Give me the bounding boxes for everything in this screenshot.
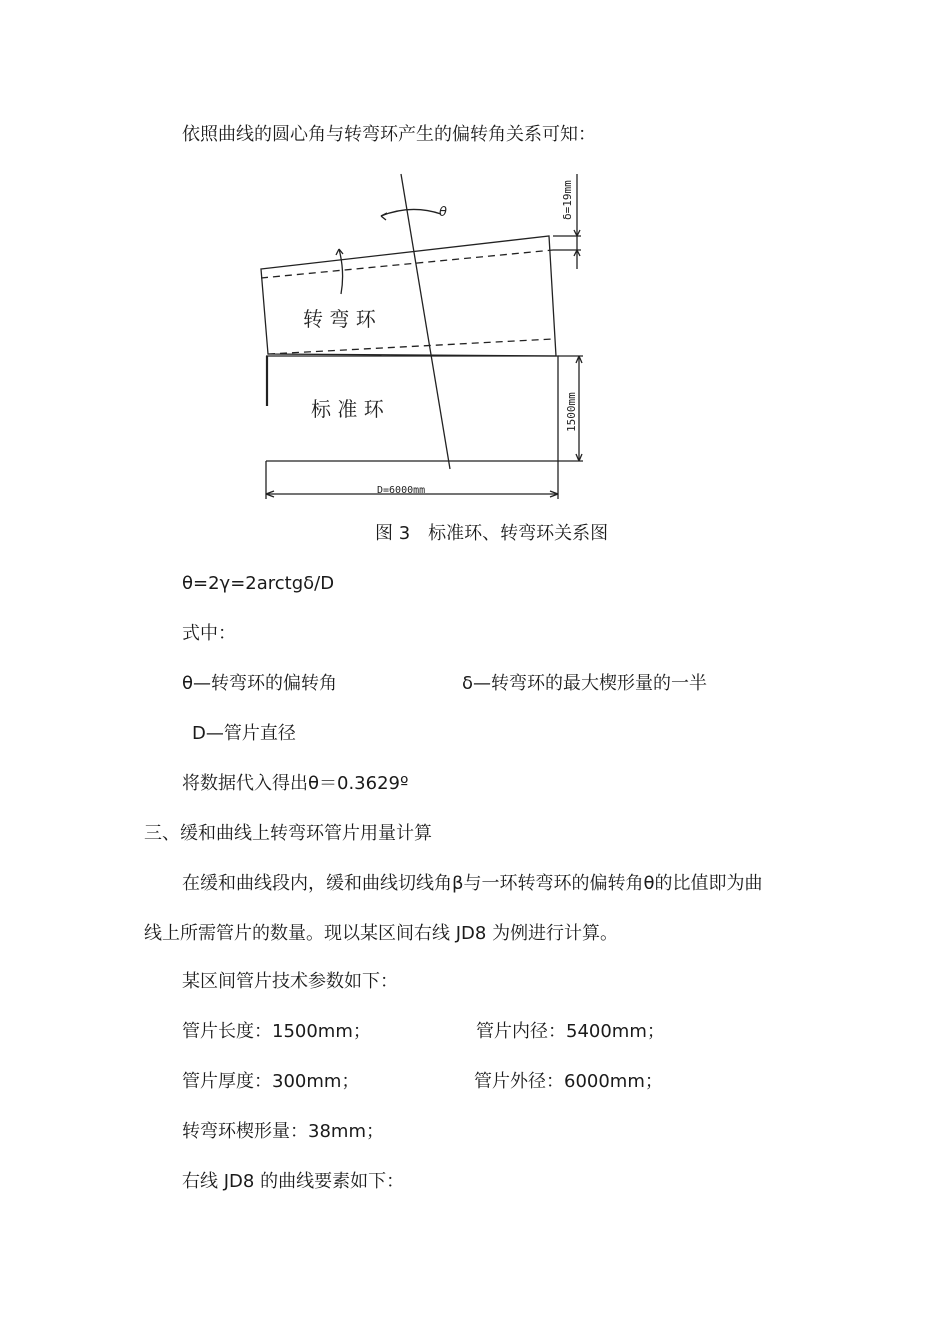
section-title: 三、缓和曲线上转弯环管片用量计算 (144, 823, 432, 844)
params-intro: 某区间管片技术参数如下： (182, 971, 398, 992)
gamma-arc (339, 249, 343, 294)
height-dimension-label: 1500mm (565, 392, 578, 432)
dashed-bottom (268, 339, 553, 354)
param-wedge: 转弯环楔形量：38mm； (182, 1121, 384, 1142)
def-theta: θ—转弯环的偏转角 (182, 673, 338, 694)
param-inner-diameter: 管片内径：5400mm； (476, 1021, 665, 1042)
standard-ring-label: 标 准 环 (311, 397, 384, 421)
delta-dimension-label: δ=19mm (561, 180, 574, 220)
where-label: 式中： (182, 623, 236, 644)
theta-symbol: θ (439, 205, 447, 220)
intro-text: 依照曲线的圆心角与转弯环产生的偏转角关系可知： (182, 124, 596, 145)
paragraph-line-2: 线上所需管片的数量。现以某区间右线 JD8 为例进行计算。 (144, 923, 619, 944)
bend-ring-outline (261, 236, 556, 356)
def-diameter: D—管片直径 (192, 723, 296, 744)
result-line: 将数据代入得出θ＝0.3629º (182, 773, 409, 794)
bend-ring-label: 转 弯 环 (303, 307, 376, 331)
ring-relationship-figure (231, 164, 592, 514)
standard-ring-outline (266, 356, 558, 461)
theta-arc (381, 209, 441, 216)
diameter-dimension-label: D=6000mm (377, 485, 426, 496)
curve-intro: 右线 JD8 的曲线要素如下： (182, 1171, 405, 1192)
formula: θ=2γ=2arctgδ/D (182, 573, 335, 594)
paragraph-line-1: 在缓和曲线段内，缓和曲线切线角β与一环转弯环的偏转角θ的比值即为曲 (182, 873, 763, 894)
param-length: 管片长度：1500mm； (182, 1021, 371, 1042)
def-delta: δ—转弯环的最大楔形量的一半 (462, 673, 708, 694)
param-thickness: 管片厚度：300mm； (182, 1071, 360, 1092)
figure-caption: 图 3 标准环、转弯环关系图 (375, 523, 609, 544)
param-outer-diameter: 管片外径：6000mm； (474, 1071, 663, 1092)
